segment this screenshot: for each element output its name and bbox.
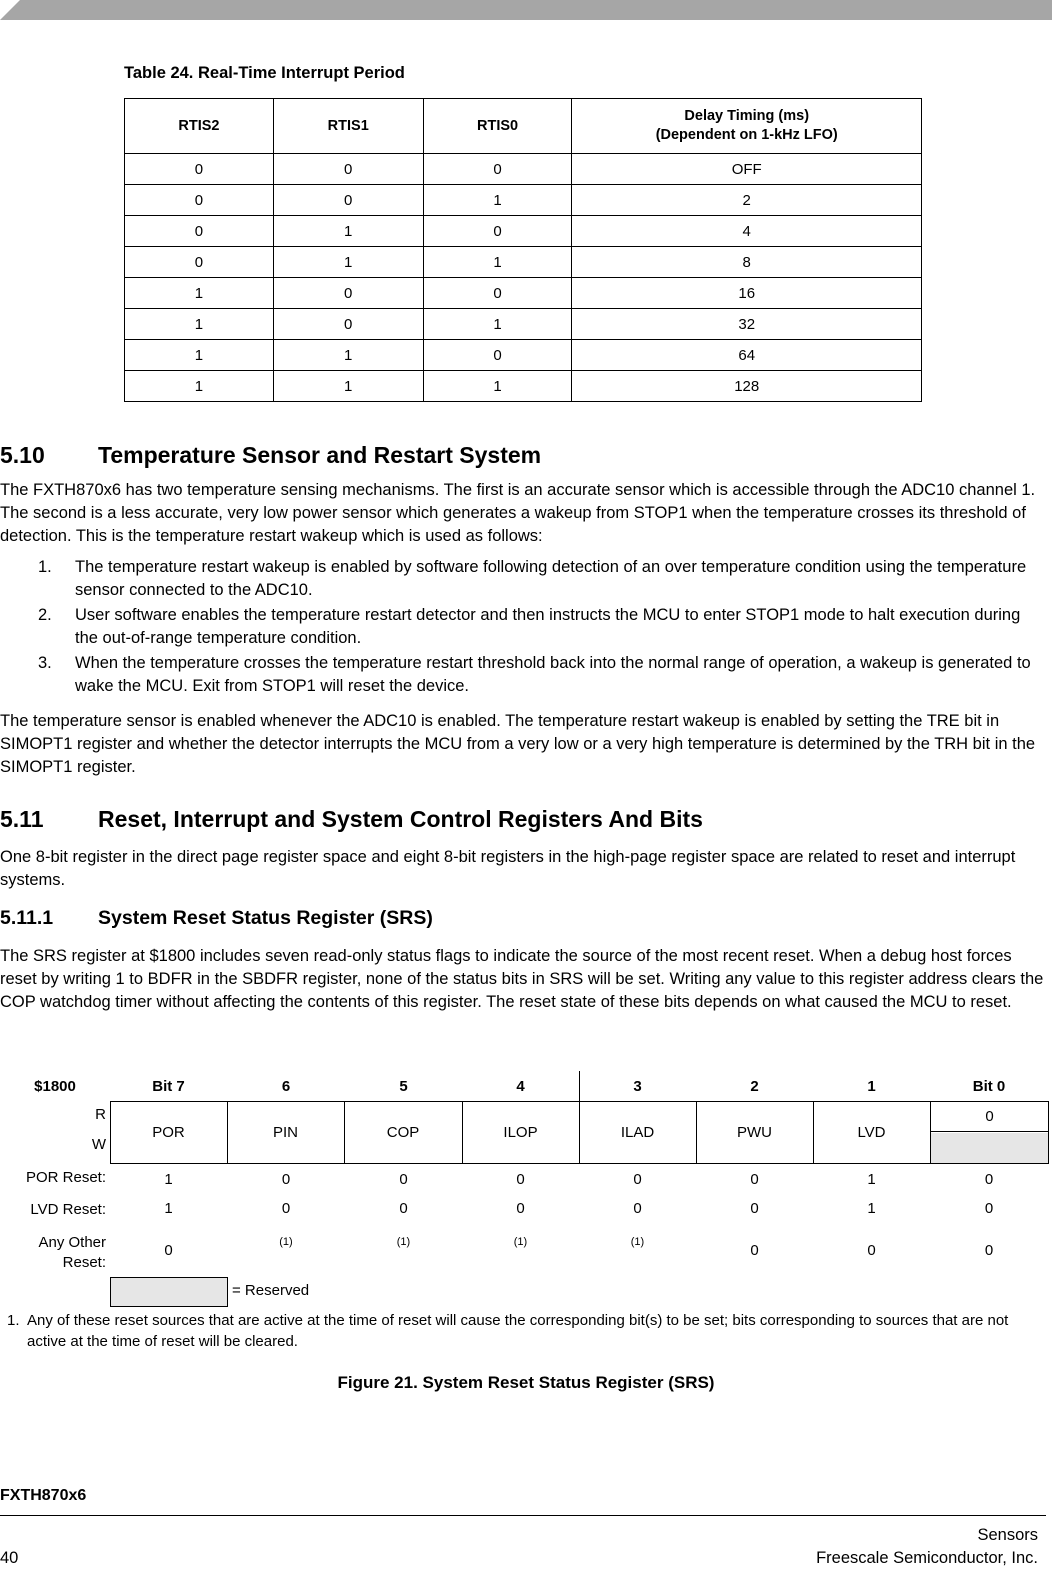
read-label: R xyxy=(95,1106,106,1123)
reset-value: 1 xyxy=(867,1199,876,1217)
header-divider xyxy=(579,1071,580,1101)
reset-value: 0 xyxy=(281,1170,291,1188)
paragraph: The FXTH870x6 has two temperature sensing mechanisms. The first is an accurate sensor which is accessible through the ADC10 channel 1. The second is a less accurate, very low power sensor which generates a wakeup from STOP1 when the temperature crosses its threshold of detection. This is the temperature restart wakeup which is used as follows: xyxy=(0,481,1036,545)
cell: 1 xyxy=(273,340,423,371)
row-label-line: Any Other xyxy=(38,1234,106,1251)
table-caption: Table 24. Real-Time Interrupt Period xyxy=(124,64,405,82)
cell: 0 xyxy=(125,216,274,247)
footnote-ref: (1) xyxy=(513,1236,528,1248)
section-title: Reset, Interrupt and System Control Registers And Bits xyxy=(98,806,703,832)
field-por: POR xyxy=(110,1101,228,1164)
field-ilop: ILOP xyxy=(462,1101,580,1164)
reset-value: 0 xyxy=(984,1241,994,1259)
list-number: 1. xyxy=(38,558,52,576)
cell: 32 xyxy=(572,309,922,340)
cell: 1 xyxy=(423,185,572,216)
paragraph: One 8-bit register in the direct page register space and eight 8-bit registers in the high-page register space are related to reset and interrupt systems. xyxy=(0,848,1016,889)
figure-caption: Figure 21. System Reset Status Register (SRS) xyxy=(337,1373,715,1392)
register-address: $1800 xyxy=(34,1077,76,1095)
section-title: Temperature Sensor and Restart System xyxy=(98,442,542,468)
row-label-other-reset xyxy=(0,1233,106,1273)
reset-value: 0 xyxy=(633,1170,642,1188)
cell: 1 xyxy=(125,340,274,371)
section-title: System Reset Status Register (SRS) xyxy=(98,907,433,929)
header-rtis2: RTIS2 xyxy=(125,99,274,154)
bit-header: 5 xyxy=(399,1077,408,1095)
bit-header: 4 xyxy=(516,1077,525,1095)
bit-header: Bit 7 xyxy=(152,1077,185,1095)
cell: 2 xyxy=(572,185,922,216)
cell: 0 xyxy=(423,216,572,247)
bit-header: 1 xyxy=(867,1077,876,1095)
reset-value: 0 xyxy=(984,1199,994,1217)
paragraph: The SRS register at $1800 includes seven read-only status flags to indicate the source of the most recent reset. When a debug host forces reset by writing 1 to BDFR in the SBDFR register, none of the status bits in SRS will be set. Writing any value to this register address clears the COP watchdog timer without affecting the contents of this register. The reset state of these bits depends on what caused the MCU to reset. xyxy=(0,947,1044,1011)
reset-value: 0 xyxy=(867,1241,876,1259)
reset-value: 1 xyxy=(164,1199,173,1217)
cell: 4 xyxy=(572,216,922,247)
footer-divider xyxy=(0,1515,1046,1516)
cell: 8 xyxy=(572,247,922,278)
footnote-ref: (1) xyxy=(396,1236,411,1248)
field-pin: PIN xyxy=(227,1101,345,1164)
cell: 1 xyxy=(423,371,572,402)
cell: 1 xyxy=(125,309,274,340)
footnote-number: 1. xyxy=(7,1312,20,1329)
footnote-ref: (1) xyxy=(630,1236,645,1248)
cell: 0 xyxy=(423,154,572,185)
cell: 1 xyxy=(125,371,274,402)
footer-company: Freescale Semiconductor, Inc. xyxy=(816,1549,1038,1567)
cell: 0 xyxy=(423,340,572,371)
reset-value: 0 xyxy=(516,1170,525,1188)
row-label-lvd-reset: LVD Reset: xyxy=(30,1201,106,1218)
reset-value: 0 xyxy=(750,1199,759,1217)
header-delay-subtitle: (Dependent on 1-kHz LFO) xyxy=(655,127,838,143)
reset-value: 1 xyxy=(164,1170,173,1188)
footnote-text: Any of these reset sources that are active at the time of reset will cause the corresponding bit(s) to be set; bits corresponding to sources that are not active at the time of reset will be cleared. xyxy=(27,1312,1009,1350)
cell: 1 xyxy=(273,216,423,247)
list-number: 3. xyxy=(38,654,52,672)
cell: 0 xyxy=(423,278,572,309)
reset-value: 0 xyxy=(399,1199,408,1217)
cell: 0 xyxy=(273,185,423,216)
bit-header: 3 xyxy=(633,1077,642,1095)
bit-header: Bit 0 xyxy=(972,1077,1006,1095)
cell: 1 xyxy=(273,371,423,402)
footer-document-name: FXTH870x6 xyxy=(0,1487,87,1504)
cell: 0 xyxy=(125,247,274,278)
footnote-ref: (1) xyxy=(279,1236,293,1248)
field-lvd: LVD xyxy=(813,1101,931,1164)
reset-value: 0 xyxy=(516,1199,525,1217)
cell: 0 xyxy=(273,278,423,309)
paragraph: The temperature sensor is enabled whenever the ADC10 is enabled. The temperature restart wakeup is enabled by setting the TRE bit in SIMOPT1 register and whether the detector interrupts the MCU from a very low or a very high temperature is determined by the TRH bit in the SIMOPT1 register. xyxy=(0,712,1036,776)
cell: 1 xyxy=(423,247,572,278)
cell: 16 xyxy=(572,278,922,309)
row-label-line: Reset: xyxy=(62,1254,106,1271)
reserved-legend-label: = Reserved xyxy=(232,1282,310,1299)
cell: 128 xyxy=(572,371,922,402)
section-number: 5.10 xyxy=(0,442,45,468)
reserved-legend-swatch xyxy=(110,1277,228,1307)
reset-value: 0 xyxy=(164,1241,173,1259)
reset-value: 0 xyxy=(281,1199,291,1217)
header-rtis0: RTIS0 xyxy=(423,99,572,154)
footer-category: Sensors xyxy=(977,1526,1038,1544)
cell: 64 xyxy=(572,340,922,371)
field-cop: COP xyxy=(344,1101,463,1164)
field-bit0-write-reserved xyxy=(931,1133,1048,1163)
reset-value: 1 xyxy=(867,1170,876,1188)
reset-value: 0 xyxy=(750,1241,759,1259)
section-number: 5.11.1 xyxy=(0,907,54,929)
field-pwu: PWU xyxy=(696,1101,814,1164)
header-rtis1: RTIS1 xyxy=(273,99,423,154)
cell: 0 xyxy=(273,309,423,340)
list-text: When the temperature crosses the temperature restart threshold back into the normal range of operation, a wakeup is generated to wake the MCU. Exit from STOP1 will reset the device. xyxy=(75,654,1031,695)
cell: 1 xyxy=(423,309,572,340)
reset-value: 0 xyxy=(750,1170,759,1188)
cell: OFF xyxy=(572,154,922,185)
cell: 0 xyxy=(125,185,274,216)
cell: 1 xyxy=(273,247,423,278)
cell: 1 xyxy=(125,278,274,309)
reset-value: 0 xyxy=(633,1199,642,1217)
list-number: 2. xyxy=(38,606,52,624)
reset-value: 0 xyxy=(399,1170,408,1188)
field-bit0-read: 0 xyxy=(930,1101,1049,1132)
reset-value: 0 xyxy=(984,1170,994,1188)
field-ilad: ILAD xyxy=(579,1101,697,1164)
header-delay-title: Delay Timing (ms) xyxy=(684,108,810,124)
list-text: User software enables the temperature restart detector and then instructs the MCU to enter STOP1 mode to halt execution during the out-of-range temperature condition. xyxy=(75,606,1021,647)
write-label: W xyxy=(91,1136,106,1153)
list-text: The temperature restart wakeup is enabled by software following detection of an over temperature condition using the temperature sensor connected to the ADC10. xyxy=(75,558,1027,599)
bit-header: 6 xyxy=(281,1077,291,1095)
page-number: 40 xyxy=(0,1549,19,1567)
section-number: 5.11 xyxy=(0,806,44,832)
cell: 0 xyxy=(273,154,423,185)
cell: 0 xyxy=(125,154,274,185)
bit-header: 2 xyxy=(750,1077,759,1095)
row-label-por-reset: POR Reset: xyxy=(25,1169,106,1186)
